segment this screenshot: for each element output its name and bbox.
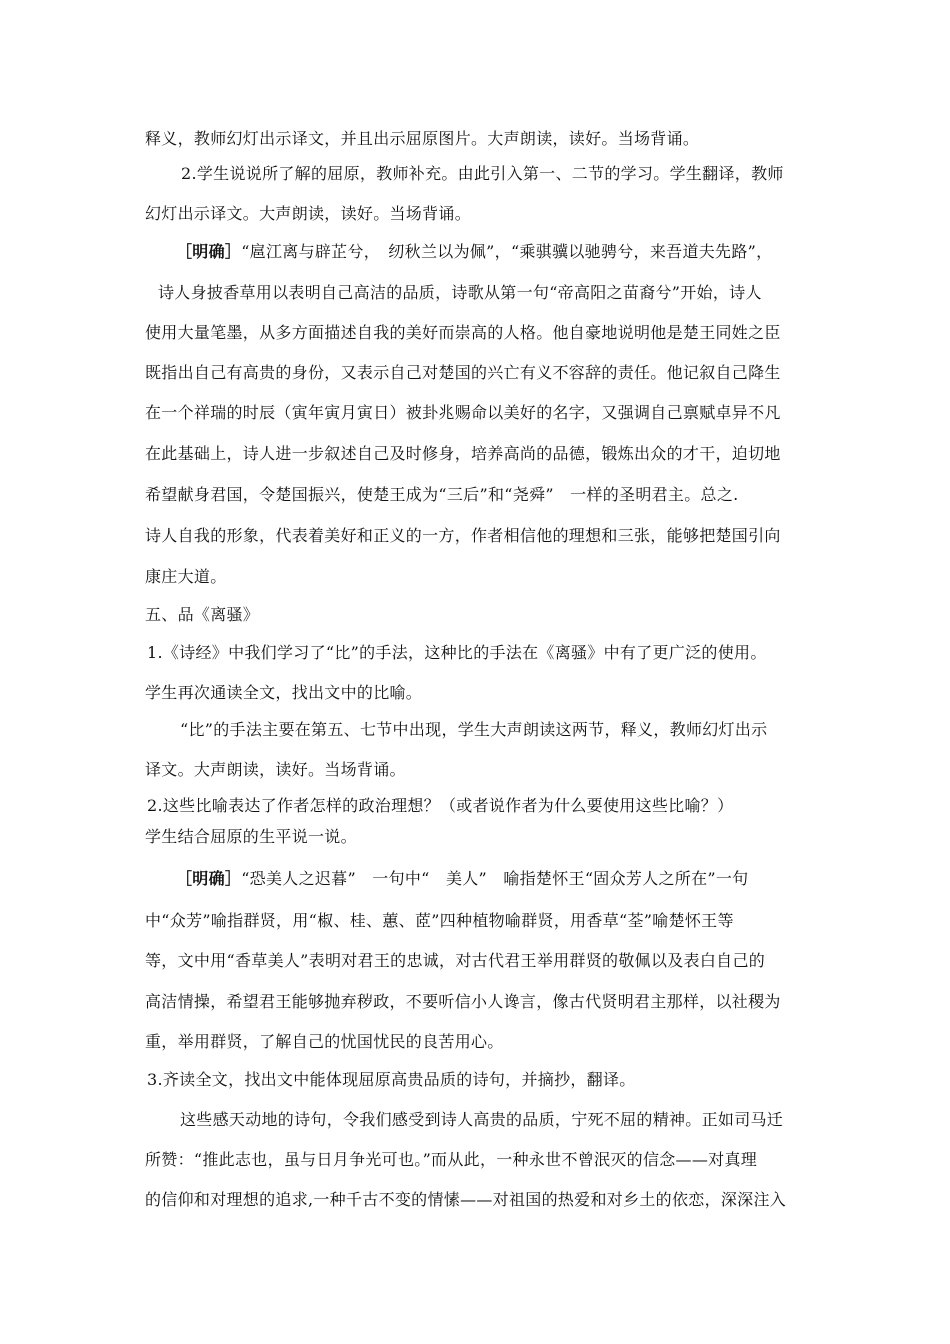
text-line: 这些感天动地的诗句，令我们感受到诗人高贵的品质，宁死不屈的精神。正如司马迁 [180,1110,784,1129]
text-line: 重，举用群贤，了解自己的忧国忧民的良苦用心。 [145,1032,504,1051]
text-line: “扈江离与辟芷兮， 纫秋兰以为佩”，“乘骐骥以驰骋兮，来吾道夫先路”， [241,242,773,261]
text-line: 等，文中用“香草美人”表明对君王的忠诚，对古代君王举用群贤的敬佩以及表白自己的 [145,951,766,970]
text-line: 使用大量笔墨，从多方面描述自我的美好而崇高的人格。他自豪地说明他是楚王同姓之臣 [145,323,781,342]
text-line: 幻灯出示译文。大声朗读，读好。当场背诵。 [145,204,472,223]
clarify-paragraph [176,868,748,890]
text-line: 希望献身君国，令楚国振兴，使楚王成为“三后”和“尧舜” 一样的圣明君主。总之. [145,485,739,504]
text-line: 在一个祥瑞的时辰（寅年寅月寅日）被卦兆赐命以美好的名字，又强调自己禀赋卓异不凡 [145,403,781,422]
clarify-paragraph [176,241,772,263]
text-line: 2.这些比喻表达了作者怎样的政治理想？（或者说作者为什么要使用这些比喻？） [147,796,734,815]
text-line: 学生再次通读全文，找出文中的比喻。 [145,683,423,702]
text-line: 中“众芳”喻指群贤，用“椒、桂、蕙、茝”四种植物喻群贤，用香草“荃”喻楚怀王等 [145,911,734,930]
text-line: 3.齐读全文，找出文中能体现屈原高贵品质的诗句，并摘抄，翻译。 [147,1070,636,1089]
text-line: 高洁情操，希望君王能够抛弃秽政，不要听信小人谗言，像古代贤明君主那样，以社稷为 [145,992,781,1011]
text-line: 所赞：“推此志也，虽与日月争光可也。”而从此，一种永世不曾泯灭的信念——对真理 [145,1150,758,1169]
text-line: 译文。大声朗读，读好。当场背诵。 [145,760,406,779]
text-line: 1.《诗经》中我们学习了“比”的手法，这种比的手法在《离骚》中有了更广泛的使用。 [147,643,767,662]
text-line: 学生结合屈原的生平说一说。 [145,827,357,846]
text-line: 诗人自我的形象，代表着美好和正义的一方，作者相信他的理想和三张，能够把楚国引向 [145,526,781,545]
text-line: 2.学生说说所了解的屈原，教师补充。由此引入第一、二节的学习。学生翻译，教师 [181,164,784,183]
clarify-label: ［明确］ [176,869,242,888]
text-line: 的信仰和对理想的追求,一种千古不变的情愫——对祖国的热爱和对乡土的依恋，深深注入 [145,1190,787,1209]
section-heading: 五、品《离骚》 [145,605,260,624]
text-line: 既指出自己有高贵的身份，又表示自己对楚国的兴亡有义不容辞的责任。他记叙自己降生 [145,363,781,382]
text-line: 在此基础上，诗人进一步叙述自己及时修身，培养高尚的品德，锻炼出众的才干，迫切地 [145,444,781,463]
text-line: 诗人身披香草用以表明自己高洁的品质，诗歌从第一句“帝高阳之苗裔兮”开始，诗人 [158,283,762,302]
text-line: “比”的手法主要在第五、七节中出现，学生大声朗读这两节，释义，教师幻灯出示 [180,720,768,739]
text-line: 康庄大道。 [145,567,227,586]
clarify-label: ［明确］ [176,242,242,261]
text-line: “恐美人之迟暮” 一句中“ 美人” 喻指楚怀王“固众芳人之所在”一句 [241,869,749,888]
text-line: 释义，教师幻灯出示译文，并且出示屈原图片。大声朗读，读好。当场背诵。 [145,129,700,148]
